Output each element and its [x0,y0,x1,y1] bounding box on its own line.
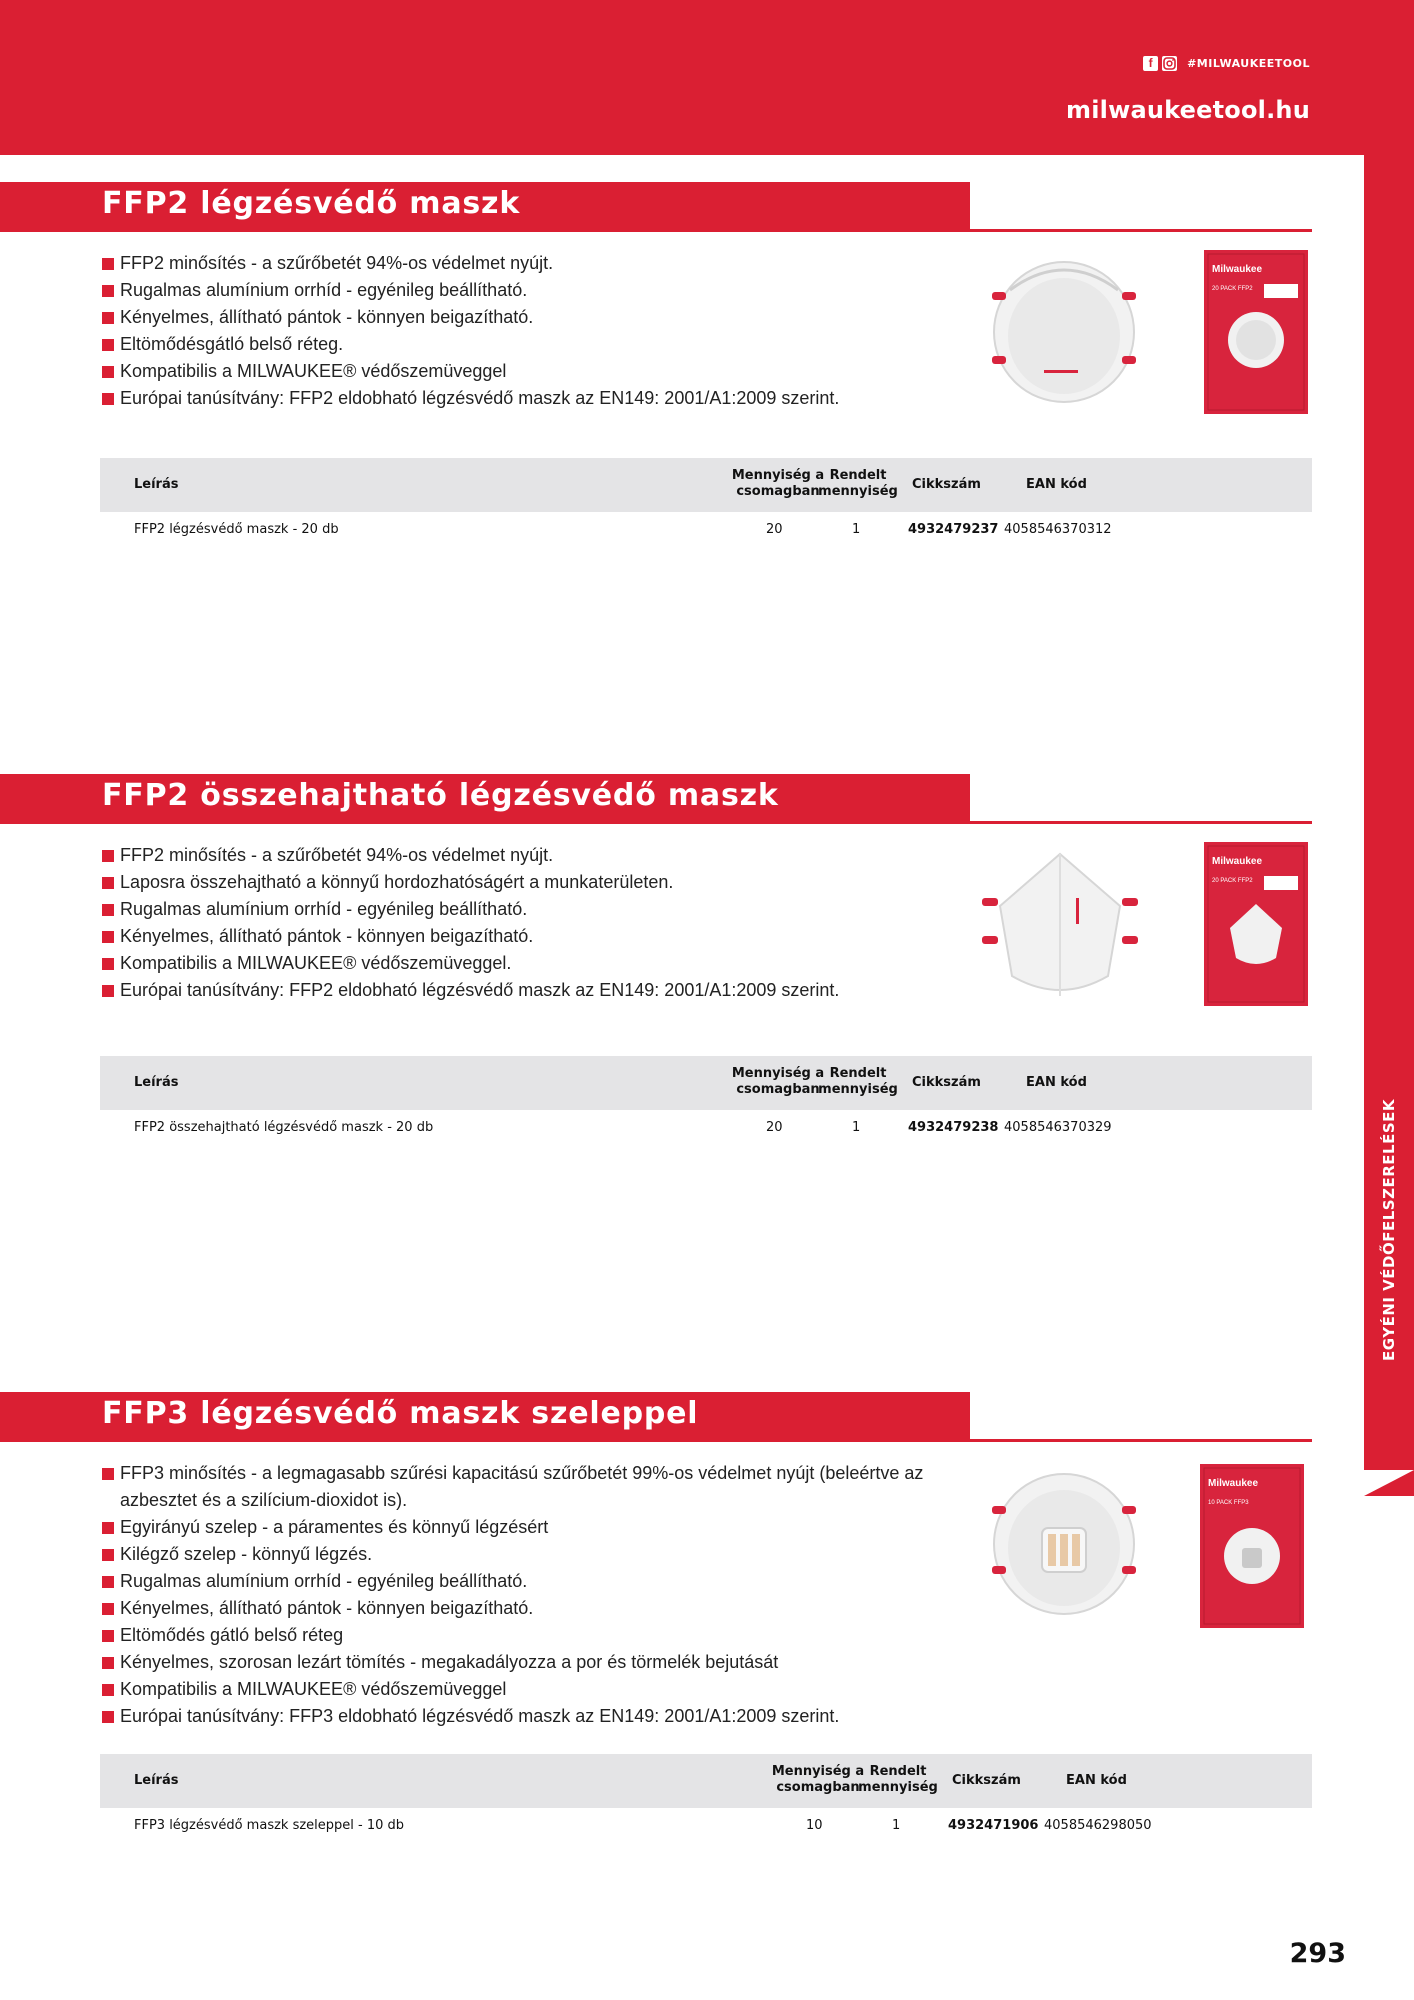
row-code: 4932479237 [908,522,999,537]
section-divider [970,229,1312,232]
row-ean: 4058546298050 [1044,1818,1152,1833]
instagram-icon[interactable] [1162,56,1177,71]
feature-item: Egyirányú szelep - a páramentes és könnyű légzésért [102,1514,962,1541]
section-title: FFP3 légzésvédő maszk szeleppel [102,1396,699,1431]
row-code: 4932471906 [948,1818,1039,1833]
social-links [1143,56,1310,71]
header-qty: Mennyiség a csomagban [771,1764,865,1795]
feature-list [102,1460,962,1730]
hashtag: #MILWAUKEETOOL [1187,57,1310,70]
feature-item: Kényelmes, állítható pántok - könnyen beigazítható. [102,923,962,950]
row-ean: 4058546370312 [1004,522,1112,537]
header-code: Cikkszám [912,477,981,492]
feature-item: Kompatibilis a MILWAUKEE® védőszemüveggel [102,358,962,385]
mask-box-image [1200,1464,1304,1628]
svg-text:10 PACK FFP3: 10 PACK FFP3 [1208,1500,1249,1506]
svg-text:Milwaukee: Milwaukee [1212,264,1263,275]
feature-item: FFP2 minősítés - a szűrőbetét 94%-os védelmet nyújt. [102,842,962,869]
feature-item: Laposra összehajtható a könnyű hordozhatóságért a munkaterületen. [102,869,962,896]
mask-product-image [980,846,1140,1006]
feature-item: Rugalmas alumínium orrhíd - egyénileg beállítható. [102,896,962,923]
row-qty: 20 [766,1120,783,1135]
section-divider [970,1439,1312,1442]
header-ean: EAN kód [1026,1075,1087,1090]
header-ean: EAN kód [1026,477,1087,492]
header-order: Rendelt mennyiség [818,468,898,499]
side-tab-tip [1364,1470,1414,1496]
table-header [100,1754,1312,1808]
svg-text:20 PACK FFP2: 20 PACK FFP2 [1212,878,1253,884]
header-desc: Leírás [134,477,179,492]
svg-text:20 PACK FFP2: 20 PACK FFP2 [1212,286,1253,292]
mask-product-image [984,1462,1144,1622]
facebook-icon[interactable]: f [1143,56,1158,71]
row-desc: FFP2 összehajtható légzésvédő maszk - 20 db [134,1120,434,1135]
header-order: Rendelt mennyiség [858,1764,938,1795]
feature-item: Kompatibilis a MILWAUKEE® védőszemüveggel [102,1676,962,1703]
feature-list [102,250,962,412]
feature-list [102,842,962,1004]
header-qty: Mennyiség a csomagban [731,1066,825,1097]
header-qty: Mennyiség a csomagban [731,468,825,499]
row-desc: FFP3 légzésvédő maszk szeleppel - 10 db [134,1818,405,1833]
header-order: Rendelt mennyiség [818,1066,898,1097]
site-url[interactable]: milwaukeetool.hu [1066,96,1310,124]
side-tab-label: EGYÉNI VÉDŐFELSZERELÉSEK [1380,1098,1398,1362]
feature-item: Eltömődés gátló belső réteg [102,1622,962,1649]
feature-item: Kényelmes, szorosan lezárt tömítés - megakadályozza a por és törmelék bejutását [102,1649,962,1676]
feature-item: Kényelmes, állítható pántok - könnyen beigazítható. [102,304,962,331]
row-order: 1 [852,522,861,537]
row-qty: 20 [766,522,783,537]
section-title: FFP2 összehajtható légzésvédő maszk [102,778,779,813]
header-band [0,0,1414,155]
header-desc: Leírás [134,1075,179,1090]
feature-item: FFP3 minősítés - a legmagasabb szűrési kapacitású szűrőbetét 99%-os védelmet nyújt (beleértve az azbesztet és a szilícium-dioxidot is). [102,1460,980,1514]
feature-item: Rugalmas alumínium orrhíd - egyénileg beállítható. [102,277,962,304]
svg-text:Milwaukee: Milwaukee [1212,856,1263,867]
feature-item: Európai tanúsítvány: FFP3 eldobható légzésvédő maszk az EN149: 2001/A1:2009 szerint. [102,1703,962,1730]
feature-item: Rugalmas alumínium orrhíd - egyénileg beállítható. [102,1568,962,1595]
row-order: 1 [852,1120,861,1135]
header-code: Cikkszám [952,1773,1021,1788]
feature-item: FFP2 minősítés - a szűrőbetét 94%-os védelmet nyújt. [102,250,962,277]
mask-box-image [1204,250,1308,414]
section-divider [970,821,1312,824]
feature-item: Európai tanúsítvány: FFP2 eldobható légzésvédő maszk az EN149: 2001/A1:2009 szerint. [102,977,962,1004]
table-header [100,458,1312,512]
mask-product-image [984,250,1144,410]
feature-item: Eltömődésgátló belső réteg. [102,331,962,358]
row-ean: 4058546370329 [1004,1120,1112,1135]
svg-text:Milwaukee: Milwaukee [1208,1478,1259,1489]
row-order: 1 [892,1818,901,1833]
row-code: 4932479238 [908,1120,999,1135]
row-qty: 10 [806,1818,823,1833]
header-code: Cikkszám [912,1075,981,1090]
feature-item: Kilégző szelep - könnyű légzés. [102,1541,962,1568]
feature-item: Európai tanúsítvány: FFP2 eldobható légzésvédő maszk az EN149: 2001/A1:2009 szerint. [102,385,962,412]
mask-box-image [1204,842,1308,1006]
feature-item: Kompatibilis a MILWAUKEE® védőszemüveggel. [102,950,962,977]
section-title: FFP2 légzésvédő maszk [102,186,521,221]
table-header [100,1056,1312,1110]
row-desc: FFP2 légzésvédő maszk - 20 db [134,522,339,537]
header-ean: EAN kód [1066,1773,1127,1788]
header-desc: Leírás [134,1773,179,1788]
page-number: 293 [1289,1938,1346,1969]
feature-item: Kényelmes, állítható pántok - könnyen beigazítható. [102,1595,962,1622]
